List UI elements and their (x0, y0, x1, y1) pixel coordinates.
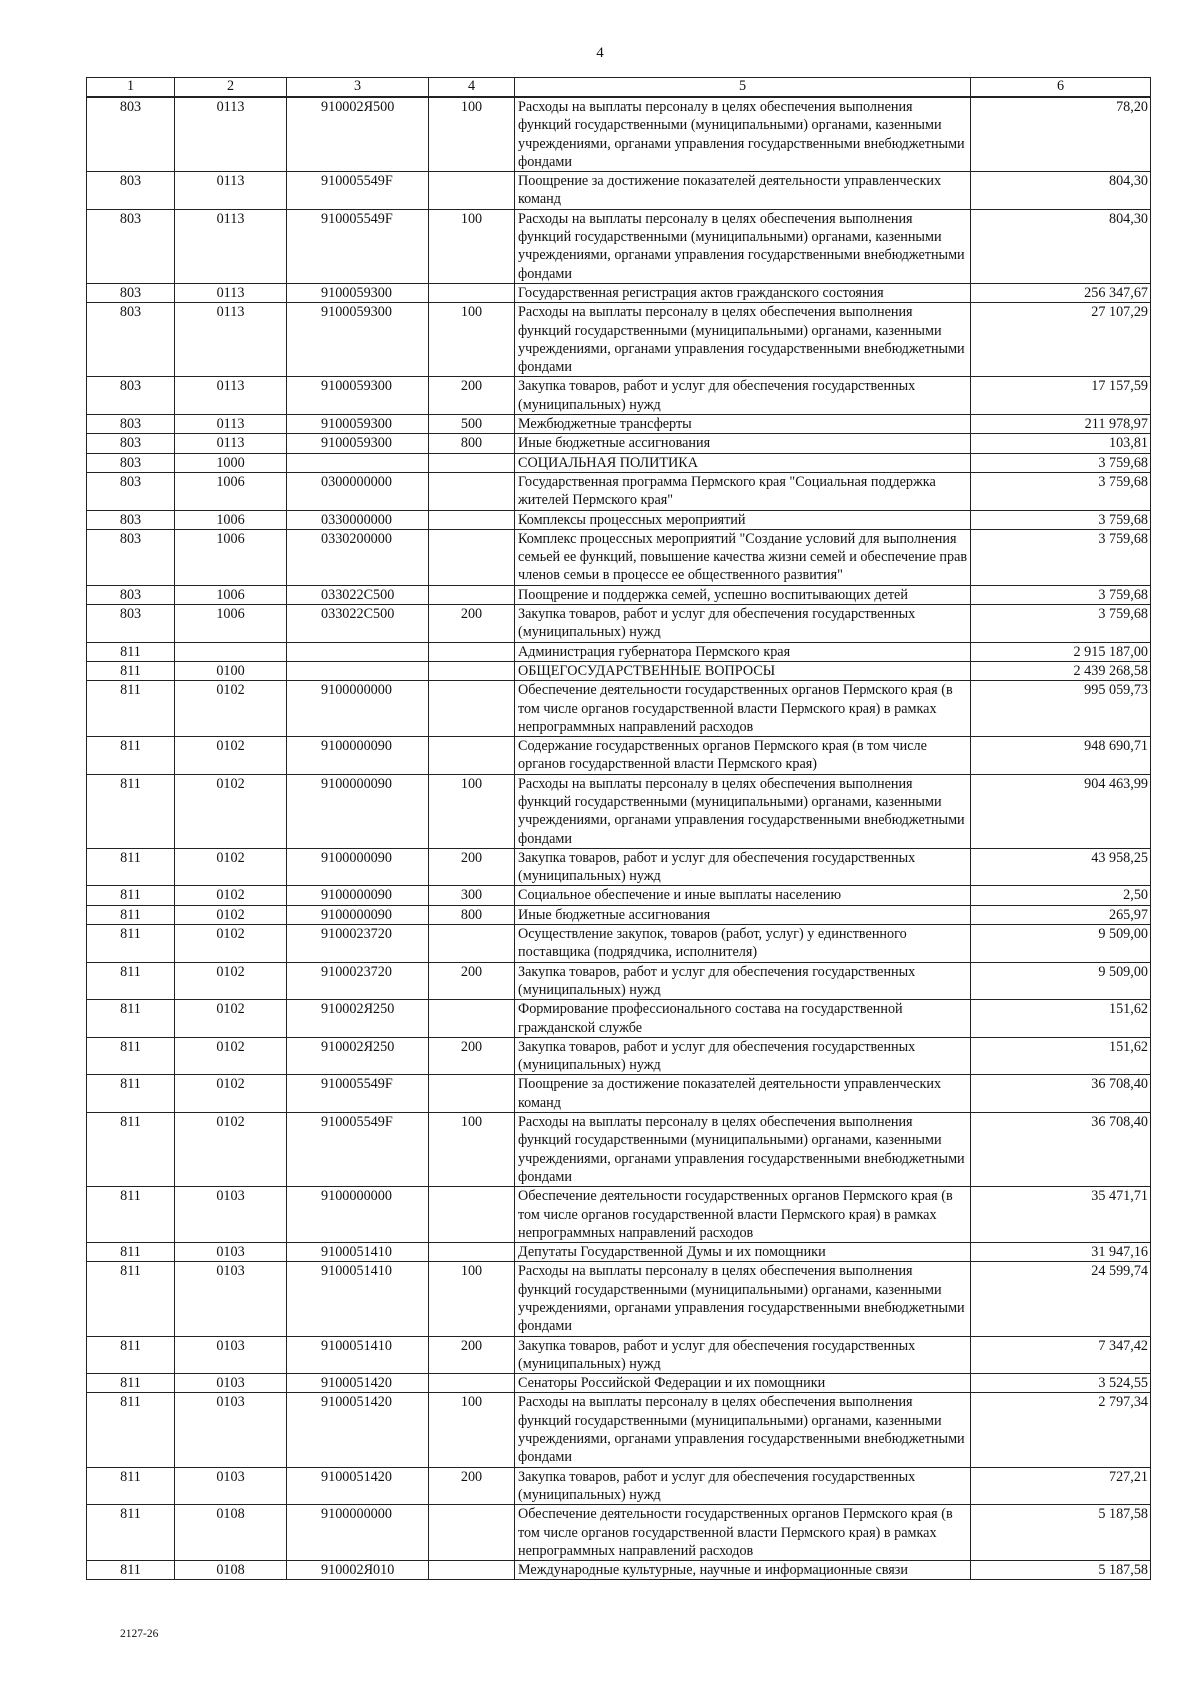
table-row (87, 1505, 1151, 1561)
cell-description: ОБЩЕГОСУДАРСТВЕННЫЕ ВОПРОСЫ (515, 661, 971, 680)
cell-section-code: 0102 (175, 1113, 287, 1187)
cell-ministry-code: 811 (87, 905, 175, 924)
cell-description: Расходы на выплаты персоналу в целях обеспечения выполнения функций государственными (муниципальными) органами, казенными учреждениями, органами управления государственными внебюджетными фондами (515, 1113, 971, 1187)
cell-section-code: 0113 (175, 415, 287, 434)
cell-target-article: 9100051420 (287, 1393, 429, 1467)
cell-section-code: 0103 (175, 1374, 287, 1393)
cell-amount: 151,62 (971, 1037, 1151, 1075)
cell-target-article: 910002Я500 (287, 97, 429, 172)
cell-expense-type (429, 1187, 515, 1243)
cell-ministry-code: 803 (87, 303, 175, 377)
cell-ministry-code: 811 (87, 1075, 175, 1113)
cell-section-code: 1006 (175, 510, 287, 529)
page-number: 4 (596, 45, 604, 61)
cell-amount: 2 439 268,58 (971, 661, 1151, 680)
cell-target-article: 9100000000 (287, 1187, 429, 1243)
cell-target-article: 033022С500 (287, 605, 429, 643)
cell-target-article: 0300000000 (287, 472, 429, 510)
cell-ministry-code: 803 (87, 377, 175, 415)
cell-description: Расходы на выплаты персоналу в целях обеспечения выполнения функций государственными (муниципальными) органами, казенными учреждениями, органами управления государственными внебюджетными фондами (515, 303, 971, 377)
cell-section-code: 0113 (175, 209, 287, 283)
cell-expense-type: 300 (429, 886, 515, 905)
cell-ministry-code: 803 (87, 585, 175, 604)
table-row (87, 962, 1151, 1000)
cell-expense-type (429, 1075, 515, 1113)
column-header: 6 (971, 78, 1151, 98)
cell-target-article (287, 642, 429, 661)
cell-section-code: 0113 (175, 97, 287, 172)
cell-ministry-code: 803 (87, 415, 175, 434)
cell-expense-type (429, 1505, 515, 1561)
table-row (87, 642, 1151, 661)
cell-description: Поощрение и поддержка семей, успешно воспитывающих детей (515, 585, 971, 604)
cell-target-article: 9100051410 (287, 1262, 429, 1336)
cell-section-code: 0102 (175, 1037, 287, 1075)
column-header: 2 (175, 78, 287, 98)
cell-description: Расходы на выплаты персоналу в целях обеспечения выполнения функций государственными (муниципальными) органами, казенными учреждениями, органами управления государственными внебюджетными фондами (515, 97, 971, 172)
table-row (87, 886, 1151, 905)
cell-amount: 9 509,00 (971, 925, 1151, 963)
cell-description: Расходы на выплаты персоналу в целях обеспечения выполнения функций государственными (муниципальными) органами, казенными учреждениями, органами управления государственными внебюджетными фондами (515, 1262, 971, 1336)
column-header: 5 (515, 78, 971, 98)
cell-description: Социальное обеспечение и иные выплаты населению (515, 886, 971, 905)
cell-ministry-code: 811 (87, 1393, 175, 1467)
table-row (87, 605, 1151, 643)
cell-expense-type: 100 (429, 774, 515, 848)
cell-expense-type: 200 (429, 1467, 515, 1505)
cell-target-article: 9100000090 (287, 886, 429, 905)
cell-amount: 7 347,42 (971, 1336, 1151, 1374)
cell-amount: 31 947,16 (971, 1243, 1151, 1262)
cell-amount: 3 524,55 (971, 1374, 1151, 1393)
column-header: 4 (429, 78, 515, 98)
cell-ministry-code: 811 (87, 1374, 175, 1393)
cell-ministry-code: 811 (87, 1187, 175, 1243)
cell-ministry-code: 811 (87, 1561, 175, 1580)
cell-expense-type: 800 (429, 434, 515, 453)
cell-ministry-code: 803 (87, 453, 175, 472)
cell-ministry-code: 811 (87, 681, 175, 737)
cell-expense-type (429, 472, 515, 510)
cell-target-article: 910005549F (287, 1113, 429, 1187)
cell-target-article: 910002Я250 (287, 1000, 429, 1038)
cell-amount: 36 708,40 (971, 1075, 1151, 1113)
cell-expense-type: 200 (429, 377, 515, 415)
cell-expense-type: 100 (429, 1113, 515, 1187)
cell-amount: 3 759,68 (971, 605, 1151, 643)
cell-section-code: 0103 (175, 1187, 287, 1243)
cell-section-code: 0102 (175, 1000, 287, 1038)
cell-target-article: 9100000090 (287, 774, 429, 848)
cell-target-article: 9100059300 (287, 303, 429, 377)
cell-target-article: 9100059300 (287, 434, 429, 453)
cell-target-article: 9100000090 (287, 905, 429, 924)
cell-description: Осуществление закупок, товаров (работ, услуг) у единственного поставщика (подрядчика, исполнителя) (515, 925, 971, 963)
cell-ministry-code: 811 (87, 1037, 175, 1075)
cell-expense-type (429, 925, 515, 963)
cell-amount: 103,81 (971, 434, 1151, 453)
cell-section-code: 0113 (175, 377, 287, 415)
cell-ministry-code: 811 (87, 661, 175, 680)
cell-target-article: 9100059300 (287, 377, 429, 415)
cell-description: Расходы на выплаты персоналу в целях обеспечения выполнения функций государственными (муниципальными) органами, казенными учреждениями, органами управления государственными внебюджетными фондами (515, 1393, 971, 1467)
cell-description: Иные бюджетные ассигнования (515, 434, 971, 453)
table-row (87, 774, 1151, 848)
cell-amount: 3 759,68 (971, 585, 1151, 604)
table-row (87, 434, 1151, 453)
cell-expense-type: 100 (429, 97, 515, 172)
cell-description: Расходы на выплаты персоналу в целях обеспечения выполнения функций государственными (муниципальными) органами, казенными учреждениями, органами управления государственными внебюджетными фондами (515, 774, 971, 848)
cell-section-code: 0113 (175, 283, 287, 302)
column-header: 3 (287, 78, 429, 98)
cell-target-article: 9100051420 (287, 1467, 429, 1505)
cell-amount: 5 187,58 (971, 1505, 1151, 1561)
cell-section-code: 1006 (175, 605, 287, 643)
cell-description: Государственная программа Пермского края "Социальная поддержка жителей Пермского края" (515, 472, 971, 510)
cell-description: Формирование профессионального состава на государственной гражданской службе (515, 1000, 971, 1038)
cell-expense-type: 800 (429, 905, 515, 924)
cell-description: Комплекс процессных мероприятий "Создание условий для выполнения семьей ее функций, повышение качества жизни семей и обеспечение прав членов семьи в процессе ее общественного развития" (515, 529, 971, 585)
cell-target-article: 9100059300 (287, 283, 429, 302)
cell-target-article: 910005549F (287, 172, 429, 210)
cell-ministry-code: 803 (87, 209, 175, 283)
cell-expense-type: 200 (429, 962, 515, 1000)
cell-amount: 9 509,00 (971, 962, 1151, 1000)
cell-expense-type: 200 (429, 848, 515, 886)
cell-section-code: 0102 (175, 848, 287, 886)
column-header: 1 (87, 78, 175, 98)
cell-description: Обеспечение деятельности государственных органов Пермского края (в том числе органов государственной власти Пермского края) в рамках непрограммных направлений расходов (515, 681, 971, 737)
cell-target-article: 9100051420 (287, 1374, 429, 1393)
cell-ministry-code: 811 (87, 925, 175, 963)
cell-expense-type (429, 510, 515, 529)
cell-description: Администрация губернатора Пермского края (515, 642, 971, 661)
cell-description: Расходы на выплаты персоналу в целях обеспечения выполнения функций государственными (муниципальными) органами, казенными учреждениями, органами управления государственными внебюджетными фондами (515, 209, 971, 283)
cell-ministry-code: 803 (87, 605, 175, 643)
cell-section-code: 0102 (175, 737, 287, 775)
cell-expense-type (429, 737, 515, 775)
cell-target-article: 9100023720 (287, 962, 429, 1000)
cell-section-code: 0102 (175, 962, 287, 1000)
cell-ministry-code: 803 (87, 172, 175, 210)
table-row (87, 472, 1151, 510)
cell-expense-type (429, 529, 515, 585)
table-body (87, 97, 1151, 1580)
table-row (87, 209, 1151, 283)
cell-ministry-code: 803 (87, 97, 175, 172)
cell-expense-type (429, 642, 515, 661)
cell-ministry-code: 811 (87, 774, 175, 848)
cell-ministry-code: 803 (87, 529, 175, 585)
table-row (87, 925, 1151, 963)
table-row (87, 1561, 1151, 1580)
cell-expense-type: 500 (429, 415, 515, 434)
table-row (87, 529, 1151, 585)
cell-expense-type (429, 1374, 515, 1393)
cell-section-code: 1006 (175, 585, 287, 604)
cell-description: Закупка товаров, работ и услуг для обеспечения государственных (муниципальных) нужд (515, 605, 971, 643)
table-header-row (87, 78, 1151, 98)
cell-description: Комплексы процессных мероприятий (515, 510, 971, 529)
cell-expense-type: 200 (429, 1336, 515, 1374)
cell-section-code: 0100 (175, 661, 287, 680)
cell-amount: 3 759,68 (971, 472, 1151, 510)
cell-ministry-code: 811 (87, 962, 175, 1000)
cell-target-article: 9100051410 (287, 1336, 429, 1374)
cell-description: Иные бюджетные ассигнования (515, 905, 971, 924)
cell-section-code: 0103 (175, 1336, 287, 1374)
cell-amount: 17 157,59 (971, 377, 1151, 415)
cell-description: Закупка товаров, работ и услуг для обеспечения государственных (муниципальных) нужд (515, 1037, 971, 1075)
cell-target-article: 033022С500 (287, 585, 429, 604)
cell-section-code: 1000 (175, 453, 287, 472)
cell-target-article: 9100000000 (287, 681, 429, 737)
cell-target-article: 0330200000 (287, 529, 429, 585)
cell-amount: 5 187,58 (971, 1561, 1151, 1580)
cell-expense-type: 100 (429, 209, 515, 283)
table-row (87, 661, 1151, 680)
footer-code: 2127-26 (120, 1628, 159, 1640)
cell-expense-type (429, 283, 515, 302)
cell-ministry-code: 811 (87, 886, 175, 905)
cell-description: Содержание государственных органов Пермского края (в том числе органов государственной власти Пермского края) (515, 737, 971, 775)
cell-amount: 995 059,73 (971, 681, 1151, 737)
cell-target-article: 9100051410 (287, 1243, 429, 1262)
cell-amount: 2 915 187,00 (971, 642, 1151, 661)
cell-target-article: 910002Я010 (287, 1561, 429, 1580)
cell-section-code: 0102 (175, 886, 287, 905)
cell-target-article: 9100000090 (287, 848, 429, 886)
cell-expense-type: 200 (429, 1037, 515, 1075)
table-row (87, 905, 1151, 924)
cell-ministry-code: 803 (87, 510, 175, 529)
cell-expense-type (429, 453, 515, 472)
cell-amount: 3 759,68 (971, 529, 1151, 585)
cell-target-article: 910005549F (287, 209, 429, 283)
cell-section-code: 0108 (175, 1505, 287, 1561)
cell-ministry-code: 811 (87, 1467, 175, 1505)
cell-amount: 804,30 (971, 172, 1151, 210)
table-row (87, 453, 1151, 472)
table-row (87, 172, 1151, 210)
cell-description: Закупка товаров, работ и услуг для обеспечения государственных (муниципальных) нужд (515, 1336, 971, 1374)
table-row (87, 283, 1151, 302)
table-row (87, 415, 1151, 434)
cell-section-code (175, 642, 287, 661)
cell-ministry-code: 811 (87, 1113, 175, 1187)
cell-section-code: 0108 (175, 1561, 287, 1580)
cell-target-article: 910005549F (287, 1075, 429, 1113)
cell-ministry-code: 803 (87, 472, 175, 510)
cell-description: Межбюджетные трансферты (515, 415, 971, 434)
cell-ministry-code: 811 (87, 1000, 175, 1038)
cell-amount: 265,97 (971, 905, 1151, 924)
cell-expense-type: 100 (429, 303, 515, 377)
cell-section-code: 0102 (175, 905, 287, 924)
table-row (87, 1000, 1151, 1038)
cell-amount: 804,30 (971, 209, 1151, 283)
cell-expense-type (429, 1561, 515, 1580)
table-row (87, 303, 1151, 377)
cell-ministry-code: 811 (87, 737, 175, 775)
cell-section-code: 0103 (175, 1467, 287, 1505)
table-row (87, 1243, 1151, 1262)
budget-table (86, 77, 1151, 1580)
table-row (87, 97, 1151, 172)
cell-description: Обеспечение деятельности государственных органов Пермского края (в том числе органов государственной власти Пермского края) в рамках непрограммных направлений расходов (515, 1505, 971, 1561)
cell-amount: 43 958,25 (971, 848, 1151, 886)
table-row (87, 1113, 1151, 1187)
table-row (87, 681, 1151, 737)
cell-description: Государственная регистрация актов гражданского состояния (515, 283, 971, 302)
cell-section-code: 0113 (175, 434, 287, 453)
cell-description: Закупка товаров, работ и услуг для обеспечения государственных (муниципальных) нужд (515, 1467, 971, 1505)
cell-ministry-code: 803 (87, 434, 175, 453)
table-row (87, 1075, 1151, 1113)
cell-target-article: 9100059300 (287, 415, 429, 434)
cell-expense-type (429, 661, 515, 680)
cell-description: Закупка товаров, работ и услуг для обеспечения государственных (муниципальных) нужд (515, 962, 971, 1000)
table-row (87, 585, 1151, 604)
cell-ministry-code: 803 (87, 283, 175, 302)
table-row (87, 1374, 1151, 1393)
cell-section-code: 0103 (175, 1243, 287, 1262)
table-row (87, 510, 1151, 529)
cell-amount: 256 347,67 (971, 283, 1151, 302)
cell-amount: 727,21 (971, 1467, 1151, 1505)
cell-section-code: 0103 (175, 1393, 287, 1467)
cell-amount: 27 107,29 (971, 303, 1151, 377)
cell-amount: 36 708,40 (971, 1113, 1151, 1187)
cell-description: Сенаторы Российской Федерации и их помощники (515, 1374, 971, 1393)
cell-amount: 3 759,68 (971, 510, 1151, 529)
cell-amount: 151,62 (971, 1000, 1151, 1038)
cell-description: Закупка товаров, работ и услуг для обеспечения государственных (муниципальных) нужд (515, 377, 971, 415)
cell-target-article (287, 661, 429, 680)
cell-expense-type (429, 172, 515, 210)
cell-amount: 24 599,74 (971, 1262, 1151, 1336)
cell-target-article: 910002Я250 (287, 1037, 429, 1075)
cell-description: Международные культурные, научные и информационные связи (515, 1561, 971, 1580)
cell-section-code: 0103 (175, 1262, 287, 1336)
cell-expense-type (429, 1243, 515, 1262)
cell-description: Поощрение за достижение показателей деятельности управленческих команд (515, 172, 971, 210)
table-row (87, 1336, 1151, 1374)
cell-description: Поощрение за достижение показателей деятельности управленческих команд (515, 1075, 971, 1113)
cell-amount: 211 978,97 (971, 415, 1151, 434)
cell-expense-type (429, 585, 515, 604)
table-row (87, 1393, 1151, 1467)
cell-amount: 904 463,99 (971, 774, 1151, 848)
cell-section-code: 0113 (175, 172, 287, 210)
table-row (87, 1187, 1151, 1243)
budget-table-container (86, 77, 1150, 1580)
cell-ministry-code: 811 (87, 642, 175, 661)
cell-amount: 2 797,34 (971, 1393, 1151, 1467)
cell-ministry-code: 811 (87, 1243, 175, 1262)
cell-section-code: 0113 (175, 303, 287, 377)
cell-amount: 35 471,71 (971, 1187, 1151, 1243)
cell-amount: 2,50 (971, 886, 1151, 905)
cell-target-article: 9100000000 (287, 1505, 429, 1561)
cell-target-article (287, 453, 429, 472)
table-row (87, 737, 1151, 775)
cell-target-article: 0330000000 (287, 510, 429, 529)
table-row (87, 377, 1151, 415)
cell-section-code: 1006 (175, 529, 287, 585)
cell-ministry-code: 811 (87, 848, 175, 886)
cell-ministry-code: 811 (87, 1505, 175, 1561)
cell-description: СОЦИАЛЬНАЯ ПОЛИТИКА (515, 453, 971, 472)
cell-expense-type: 200 (429, 605, 515, 643)
cell-amount: 948 690,71 (971, 737, 1151, 775)
cell-section-code: 0102 (175, 774, 287, 848)
cell-ministry-code: 811 (87, 1262, 175, 1336)
cell-amount: 78,20 (971, 97, 1151, 172)
table-row (87, 1262, 1151, 1336)
cell-expense-type (429, 1000, 515, 1038)
cell-section-code: 0102 (175, 681, 287, 737)
cell-expense-type: 100 (429, 1393, 515, 1467)
cell-description: Обеспечение деятельности государственных органов Пермского края (в том числе органов государственной власти Пермского края) в рамках непрограммных направлений расходов (515, 1187, 971, 1243)
cell-ministry-code: 811 (87, 1336, 175, 1374)
table-row (87, 1037, 1151, 1075)
cell-expense-type (429, 681, 515, 737)
cell-section-code: 1006 (175, 472, 287, 510)
cell-section-code: 0102 (175, 925, 287, 963)
table-row (87, 1467, 1151, 1505)
cell-expense-type: 100 (429, 1262, 515, 1336)
cell-description: Закупка товаров, работ и услуг для обеспечения государственных (муниципальных) нужд (515, 848, 971, 886)
cell-section-code: 0102 (175, 1075, 287, 1113)
cell-target-article: 9100000090 (287, 737, 429, 775)
table-row (87, 848, 1151, 886)
cell-target-article: 9100023720 (287, 925, 429, 963)
cell-amount: 3 759,68 (971, 453, 1151, 472)
cell-description: Депутаты Государственной Думы и их помощники (515, 1243, 971, 1262)
